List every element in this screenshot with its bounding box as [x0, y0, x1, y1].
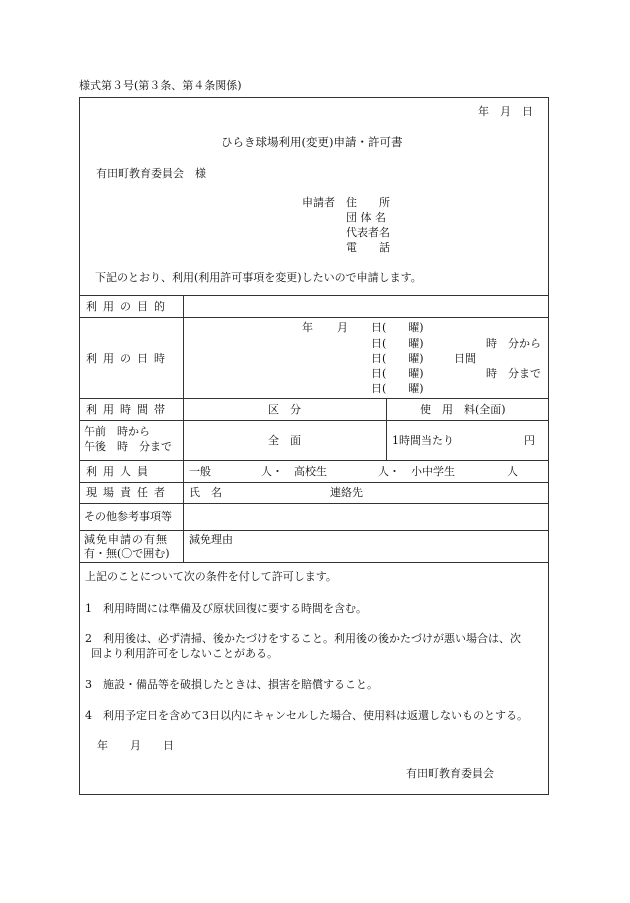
datetime-day-1: 日( 曜)	[371, 321, 424, 334]
datetime-days: 日間	[454, 352, 476, 365]
reduction-label-2: 有・無(〇で囲む)	[84, 547, 170, 560]
applicant-rep: 代表者名	[346, 226, 390, 239]
condition-4: 4 利用予定日を含めて3日以内にキャンセルした場合、使用料は返還しないものとする。	[85, 709, 528, 722]
datetime-label: 利用の日時	[86, 352, 171, 365]
other-label: その他参考事項等	[84, 510, 172, 523]
timeslot-label: 利用時間帯	[86, 403, 171, 416]
reduction-reason: 減免理由	[189, 533, 233, 546]
yen: 円	[524, 434, 535, 447]
applicant-address: 住 所	[346, 196, 390, 209]
datetime-month: 月	[337, 321, 348, 334]
permit-date: 年 月 日	[97, 739, 174, 752]
category-header: 区 分	[268, 403, 301, 416]
datetime-from: 時 分から	[486, 337, 541, 350]
rule	[79, 317, 549, 318]
am-time: 午前 時から	[84, 425, 150, 438]
datetime-day-4: 日( 曜)	[371, 367, 424, 380]
applicant-phone: 電 話	[346, 241, 390, 254]
condition-3: 3 施設・備品等を破損したときは、損害を賠償すること。	[85, 678, 378, 691]
fee-header: 使 用 料(全面)	[420, 403, 506, 416]
condition-2b: 回より利用許可をしないことがある。	[91, 647, 278, 660]
users-school: 人・ 小中学生	[378, 465, 455, 478]
datetime-day-5: 日( 曜)	[371, 382, 424, 395]
applicant-group: 団 体 名	[346, 211, 386, 224]
manager-label: 現場責任者	[86, 486, 171, 499]
datetime-day-2: 日( 曜)	[371, 337, 424, 350]
users-highschool: 人・ 高校生	[261, 465, 327, 478]
form-number: 様式第３号(第３条、第４条関係)	[79, 79, 242, 92]
permit-intro: 上記のことについて次の条件を付して許可します。	[85, 570, 337, 583]
per-hour: 1時間当たり	[392, 434, 454, 447]
manager-name: 氏 名	[189, 486, 222, 499]
users-label: 利用人員	[86, 465, 154, 478]
issuer: 有田町教育委員会	[406, 767, 494, 780]
pm-time: 午後 時 分まで	[84, 440, 172, 453]
rule	[79, 482, 549, 483]
rule	[79, 295, 549, 296]
full-field: 全 面	[268, 434, 301, 447]
condition-2a: 2 利用後は、必ず清掃、後かたづけをすること。利用後の後かたづけが悪い場合は、次	[85, 632, 521, 645]
rule	[386, 398, 387, 460]
intro-text: 下記のとおり、利用(利用許可事項を変更)したいので申請します。	[95, 271, 422, 284]
rule	[79, 562, 549, 563]
users-general: 一般	[189, 465, 211, 478]
datetime-day-3: 日( 曜)	[371, 352, 424, 365]
rule	[79, 460, 549, 461]
addressee: 有田町教育委員会 様	[96, 167, 206, 180]
rule	[79, 398, 549, 399]
rule	[183, 295, 184, 562]
purpose-label: 利用の目的	[86, 300, 171, 313]
rule	[79, 503, 549, 504]
header-date: 年 月 日	[478, 105, 533, 118]
rule	[79, 420, 549, 421]
applicant-label: 申請者	[302, 196, 335, 209]
rule	[79, 530, 549, 531]
datetime-until: 時 分まで	[486, 367, 541, 380]
manager-contact: 連絡先	[330, 486, 363, 499]
datetime-year: 年	[302, 321, 313, 334]
condition-1: 1 利用時間には準備及び原状回復に要する時間を含む。	[85, 602, 367, 615]
form-title: ひらき球場利用(変更)申請・許可書	[221, 135, 403, 149]
reduction-label-1: 減免申請の有無	[84, 533, 168, 546]
users-end: 人	[507, 465, 518, 478]
